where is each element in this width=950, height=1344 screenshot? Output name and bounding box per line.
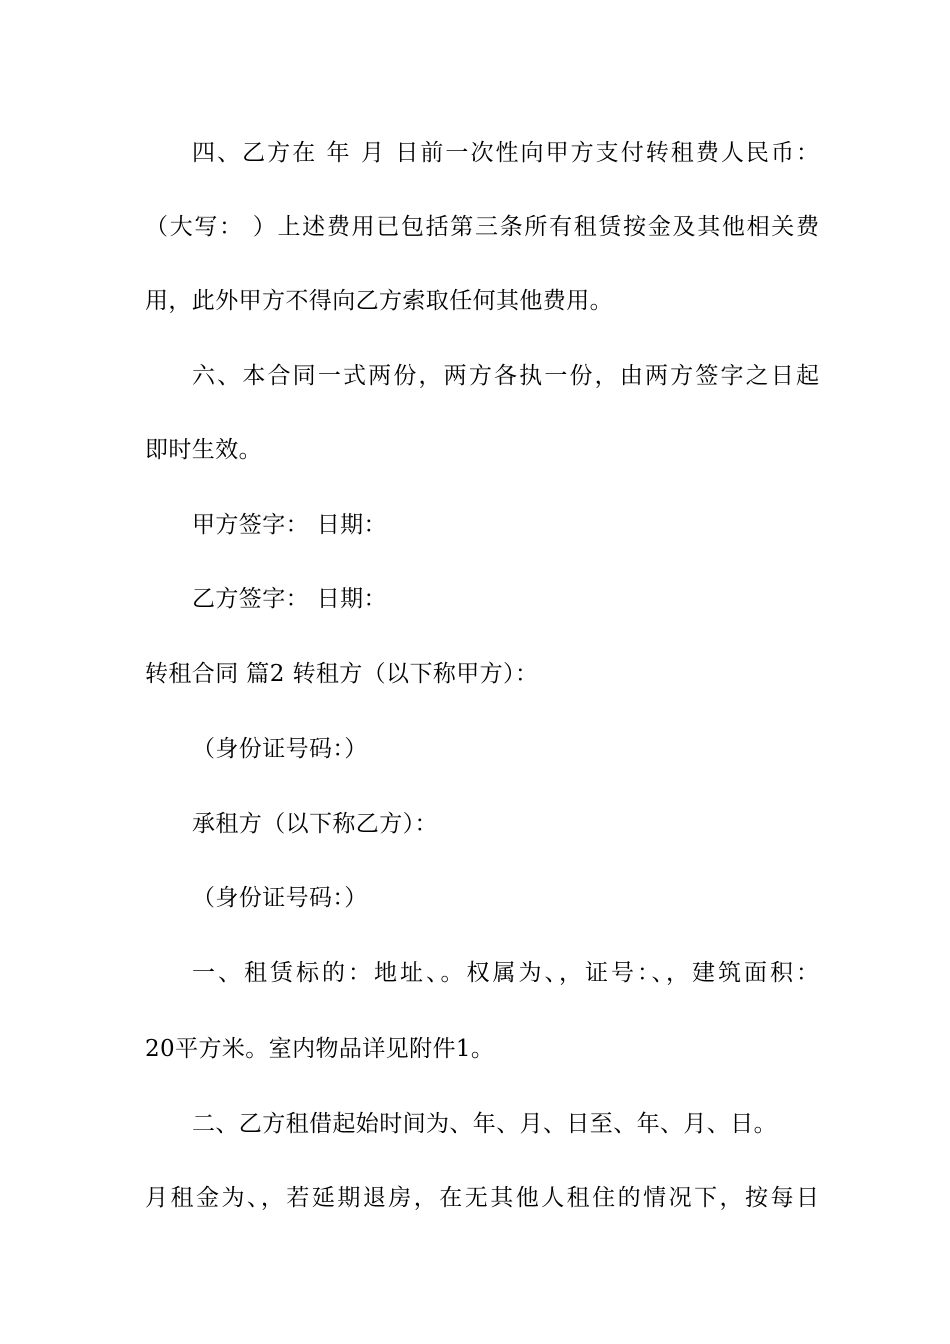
paragraph-clause-6-line-1: 六、本合同一式两份，两方各执一份，由两方签字之日起	[192, 363, 819, 389]
sublessor-id-line: （身份证号码：）	[192, 736, 368, 762]
paragraph-clause-6-line-2: 即时生效。	[145, 437, 262, 463]
lessee-line: 承租方（以下称乙方）：	[192, 811, 438, 837]
paragraph-clause-2-line-2: 月租金为、，若延期退房，在无其他人租住的情况下，按每日	[145, 1185, 819, 1211]
paragraph-clause-4-line-1: 四、乙方在 年 月 日前一次性向甲方支付转租费人民币：	[192, 140, 819, 166]
section-heading-contract-2: 转租合同 篇2 转租方（以下称甲方）：	[145, 661, 539, 687]
party-a-signature-line: 甲方签字： 日期：	[192, 512, 387, 538]
paragraph-clause-4-line-2: （大写： ）上述费用已包括第三条所有租赁按金及其他相关费	[145, 214, 819, 240]
paragraph-clause-1-line-2: 20平方米。室内物品详见附件1。	[145, 1036, 495, 1062]
party-b-signature-line: 乙方签字： 日期：	[192, 586, 387, 612]
paragraph-clause-4-line-3: 用，此外甲方不得向乙方索取任何其他费用。	[145, 288, 613, 314]
paragraph-clause-2-line-1: 二、乙方租借起始时间为、年、月、日至、年、月、日。	[192, 1111, 777, 1137]
lessee-id-line: （身份证号码：）	[192, 885, 368, 911]
paragraph-clause-1-line-1: 一、租赁标的：地址、。权属为、，证号：、，建筑面积：	[192, 960, 819, 986]
